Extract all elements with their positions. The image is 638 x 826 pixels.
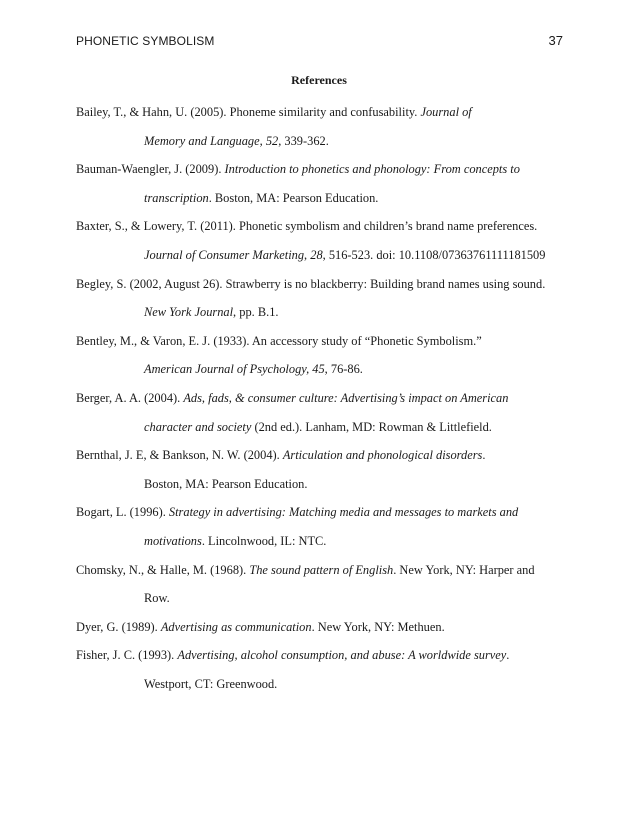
- reference-text: Bailey, T., & Hahn, U. (2005). Phoneme similarity and confusability.: [76, 105, 421, 119]
- reference-text: , 516-523. doi: 10.1108/07363761111181509: [322, 247, 546, 262]
- reference-text: Bernthal, J. E, & Bankson, N. W. (2004).: [76, 448, 283, 463]
- italic-text: New York Journal: [144, 305, 234, 320]
- reference-first-line: [76, 441, 566, 470]
- reference-continuation-line: [110, 127, 566, 156]
- reference-first-line: [76, 270, 566, 299]
- italic-text: 28: [310, 247, 323, 262]
- reference-entry: [76, 270, 566, 327]
- reference-text: Begley, S. (2002, August 26). Strawberry is no blackberry: Building brand names using sound.: [76, 276, 546, 291]
- reference-text: Bauman-Waengler, J. (2009).: [76, 162, 225, 177]
- reference-continuation-line: [110, 184, 566, 213]
- running-head: PHONETIC SYMBOLISM: [76, 34, 215, 48]
- reference-continuation-line: [110, 670, 566, 699]
- reference-entry: [76, 327, 566, 384]
- italic-text: Journal of: [420, 105, 472, 119]
- reference-text: Bentley, M., & Varon, E. J. (1933). An accessory study of “Phonetic Symbolism.”: [76, 333, 482, 348]
- italic-text: Strategy in advertising: Matching media and messages to markets and: [168, 505, 519, 520]
- reference-first-line: [76, 641, 566, 670]
- reference-text: Baxter, S., & Lowery, T. (2011). Phonetic symbolism and children’s brand name preferences.: [76, 219, 538, 234]
- italic-text: American Journal of Psychology, 45: [144, 362, 325, 377]
- reference-entry: [76, 212, 566, 269]
- reference-text: , pp. B.1.: [233, 305, 279, 320]
- italic-text: The sound pattern of English: [249, 562, 394, 577]
- reference-text: ,: [304, 247, 311, 262]
- reference-text: Chomsky, N., & Halle, M. (1968).: [76, 562, 250, 577]
- references-heading: References: [291, 73, 347, 87]
- reference-text: Row.: [144, 591, 170, 606]
- reference-entry: [76, 613, 566, 642]
- reference-text: .: [482, 448, 486, 463]
- reference-first-line: [76, 155, 566, 184]
- reference-entry: [76, 155, 566, 212]
- italic-text: Articulation and phonological disorders: [282, 448, 483, 463]
- reference-text: Bogart, L. (1996).: [76, 505, 169, 520]
- reference-text: Fisher, J. C. (1993).: [76, 648, 178, 663]
- italic-text: Advertising as communication: [160, 619, 312, 634]
- reference-first-line: [76, 556, 566, 585]
- reference-first-line: [76, 327, 566, 356]
- reference-entry: [76, 641, 566, 698]
- reference-text: Dyer, G. (1989).: [76, 619, 161, 634]
- italic-text: motivations: [144, 533, 202, 548]
- reference-text: , 76-86.: [324, 362, 363, 377]
- reference-continuation-line: [110, 298, 566, 327]
- italic-text: transcription: [144, 190, 209, 205]
- reference-text: . New York, NY: Harper and: [393, 562, 535, 577]
- reference-continuation-line: [110, 527, 566, 556]
- italic-text: Ads, fads, & consumer culture: Advertising’s impact on American: [183, 390, 509, 405]
- reference-first-line: [76, 384, 566, 413]
- reference-first-line: [76, 212, 566, 241]
- reference-entry: [76, 384, 566, 441]
- reference-first-line: [76, 498, 566, 527]
- italic-text: Memory and Language, 52: [144, 133, 279, 148]
- reference-first-line: [76, 613, 566, 642]
- italic-text: Advertising, alcohol consumption, and abuse: A worldwide survey: [177, 648, 507, 663]
- reference-text: .: [506, 648, 510, 663]
- reference-text: . New York, NY: Methuen.: [311, 619, 445, 634]
- reference-continuation-line: [110, 584, 566, 613]
- reference-text: Westport, CT: Greenwood.: [144, 676, 278, 691]
- reference-entry: [76, 556, 566, 613]
- reference-continuation-line: [110, 241, 566, 270]
- italic-text: character and society: [144, 419, 252, 434]
- reference-text: (2nd ed.). Lanham, MD: Rowman & Littlefield.: [251, 419, 492, 434]
- reference-entry: [76, 98, 566, 155]
- reference-text: , 339-362.: [278, 133, 329, 148]
- reference-text: Boston, MA: Pearson Education.: [144, 476, 308, 491]
- reference-text: . Lincolnwood, IL: NTC.: [201, 533, 327, 548]
- reference-entry: [76, 441, 566, 498]
- page-number: 37: [548, 33, 563, 48]
- reference-continuation-line: [110, 355, 566, 384]
- reference-continuation-line: [110, 470, 566, 499]
- reference-first-line: [76, 98, 566, 127]
- reference-entry: [76, 498, 566, 555]
- reference-continuation-line: [110, 413, 566, 442]
- reference-text: Berger, A. A. (2004).: [76, 390, 184, 405]
- reference-list: [76, 98, 566, 698]
- reference-text: . Boston, MA: Pearson Education.: [208, 190, 379, 205]
- italic-text: Introduction to phonetics and phonology: From concepts to: [224, 162, 520, 177]
- italic-text: Journal of Consumer Marketing: [144, 247, 305, 262]
